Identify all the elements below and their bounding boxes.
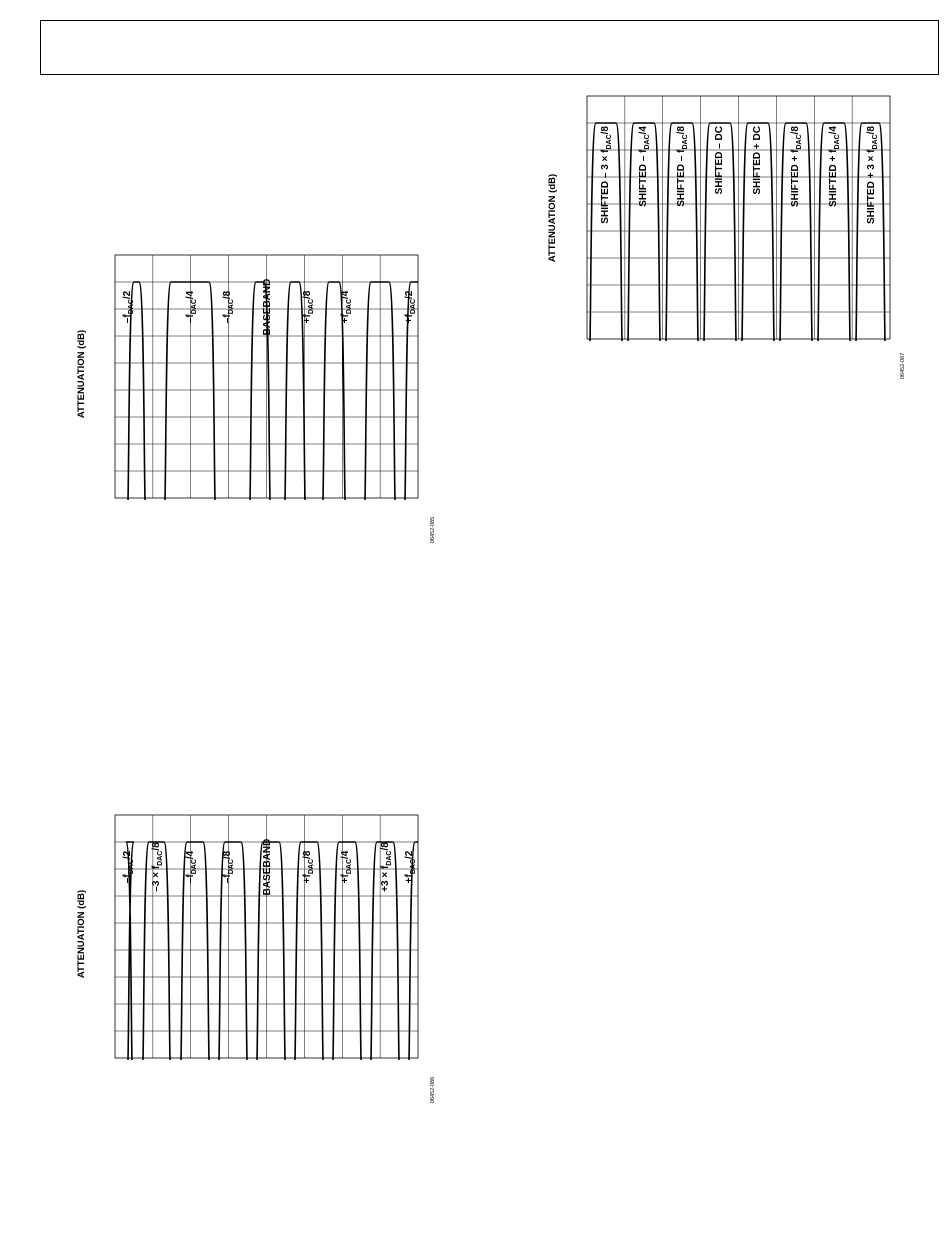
chart-3-band-label-7: SHIFTED + $3 \times f_{DAC}/8$	[866, 126, 879, 224]
chart-2-band-label-4: BASEBAND	[262, 838, 273, 896]
chart-1-band-label-5-post: /4	[340, 290, 351, 299]
chart-1-figure-id: 06452-085	[430, 516, 436, 544]
chart-1-band-label-2: $-f_{DAC}/8$	[222, 290, 235, 324]
chart-3-band-label-0: SHIFTED – $3 \times f_{DAC}/8$	[600, 126, 613, 224]
chart-3-band-label-1-sub: DAC	[644, 134, 651, 150]
chart-1-band-label-1: $-f_{DAC}/4$	[185, 290, 198, 324]
chart-3-plot	[587, 96, 890, 341]
chart-3-band-label-1-post: /4	[638, 126, 649, 135]
chart-1-band-label-0: $-f_{DAC}/2$	[122, 290, 135, 324]
chart-3-band-label-5-sub: DAC	[796, 134, 803, 150]
chart-3-band-label-6-post: /4	[828, 126, 839, 135]
chart-2-band-label-7-sub: DAC	[386, 850, 393, 866]
chart-2-band-label-7: $+3 \times f_{DAC}/8$	[380, 842, 393, 892]
chart-2-band-label-1-sub: DAC	[157, 850, 164, 866]
chart-1-band-labels	[122, 279, 417, 336]
chart-1-band-label-4-sub: DAC	[308, 299, 315, 315]
chart-2-band-label-6-post: /4	[340, 850, 351, 859]
chart-2-band-label-3-sub: DAC	[228, 859, 235, 875]
chart-3-figure-id: 06452-087	[900, 352, 906, 380]
chart-3-band-label-7-post: /8	[866, 126, 877, 135]
chart-1-band-label-1-post: /4	[185, 290, 196, 300]
chart-1-band-label-2-post: /8	[222, 290, 233, 300]
chart-2-band-label-8: $+f_{DAC}/2$	[404, 850, 417, 884]
chart-2-band-label-2-post: /4	[185, 850, 196, 860]
chart-2-band-label-0-post: /2	[122, 850, 133, 860]
chart-3-band-label-7-sub: DAC	[872, 134, 879, 150]
chart-3-band-label-1: SHIFTED – $f_{DAC}/4$	[638, 126, 651, 207]
chart-3-band-labels	[600, 126, 879, 224]
chart-2-ylabel: ATTENUATION (dB)	[76, 889, 87, 979]
chart-1-band-label-6-sub: DAC	[410, 299, 417, 315]
chart-2-band-label-8-post: /2	[404, 850, 415, 859]
chart-2-band-label-3-post: /8	[222, 850, 233, 860]
chart-1-band-label-0-post: /2	[122, 290, 133, 300]
chart-1-band-label-5: $+f_{DAC}/4$	[340, 290, 353, 324]
chart-2-figure-id: 06452-086	[430, 1076, 436, 1104]
chart-3-band-label-2: SHIFTED – $f_{DAC}/8$	[676, 126, 689, 207]
chart-2-band-label-2: $-f_{DAC}/4$	[185, 850, 198, 884]
chart-2-band-label-5-post: /8	[302, 850, 313, 859]
chart-1-band-label-4-post: /8	[302, 290, 313, 299]
chart-3-band-label-0-post: /8	[600, 126, 611, 135]
chart-2-band-label-7-post: /8	[380, 842, 391, 851]
chart-3-ylabel: ATTENUATION (dB)	[547, 173, 558, 263]
chart-1-band-label-0-sub: DAC	[128, 299, 135, 315]
chart-2-band-label-0: $-f_{DAC}/2$	[122, 850, 135, 884]
chart-2-band-label-1: $-3 \times f_{DAC}/8$	[151, 842, 164, 892]
chart-1-band-label-4: $+f_{DAC}/8$	[302, 290, 315, 324]
chart-2-band-label-8-sub: DAC	[410, 859, 417, 875]
chart-3-band-label-6-sub: DAC	[834, 134, 841, 150]
chart-2-band-label-5-sub: DAC	[308, 859, 315, 875]
chart-3-band-label-5-post: /8	[790, 126, 801, 135]
chart-3-band-label-2-post: /8	[676, 126, 687, 135]
chart-3-band-label-4: SHIFTED + DC	[752, 126, 763, 195]
chart-3-band-label-5: SHIFTED + $f_{DAC}/8$	[790, 126, 803, 208]
chart-2-band-label-0-sub: DAC	[128, 859, 135, 875]
chart-1-ylabel: ATTENUATION (dB)	[76, 329, 87, 419]
chart-2-band-label-5: $+f_{DAC}/8$	[302, 850, 315, 884]
page-header-box	[40, 20, 939, 75]
chart-2-band-label-1-post: /8	[151, 842, 162, 851]
chart-3-response-trace	[590, 123, 885, 341]
chart-2-band-label-6-sub: DAC	[346, 859, 353, 875]
chart-2	[70, 810, 450, 1110]
chart-3-band-label-6: SHIFTED + $f_{DAC}/4$	[828, 126, 841, 208]
chart-3-band-label-3: SHIFTED – DC	[714, 126, 725, 195]
chart-2-band-label-2-sub: DAC	[191, 859, 198, 875]
chart-1-band-label-6-post: /2	[404, 290, 415, 299]
chart-2-band-label-3: $-f_{DAC}/8$	[222, 850, 235, 884]
chart-3	[540, 92, 920, 392]
chart-2-band-label-6: $+f_{DAC}/4$	[340, 850, 353, 884]
chart-1-band-label-1-sub: DAC	[191, 299, 198, 315]
chart-1-band-label-3: BASEBAND	[262, 278, 273, 336]
chart-1-band-label-6: $+f_{DAC}/2$	[404, 290, 417, 324]
chart-1-band-label-2-sub: DAC	[228, 299, 235, 315]
chart-1-response-trace	[128, 282, 418, 500]
chart-3-band-label-2-sub: DAC	[682, 134, 689, 150]
chart-1-band-label-5-sub: DAC	[346, 299, 353, 315]
chart-3-band-label-0-sub: DAC	[606, 134, 613, 150]
chart-1	[70, 250, 450, 550]
